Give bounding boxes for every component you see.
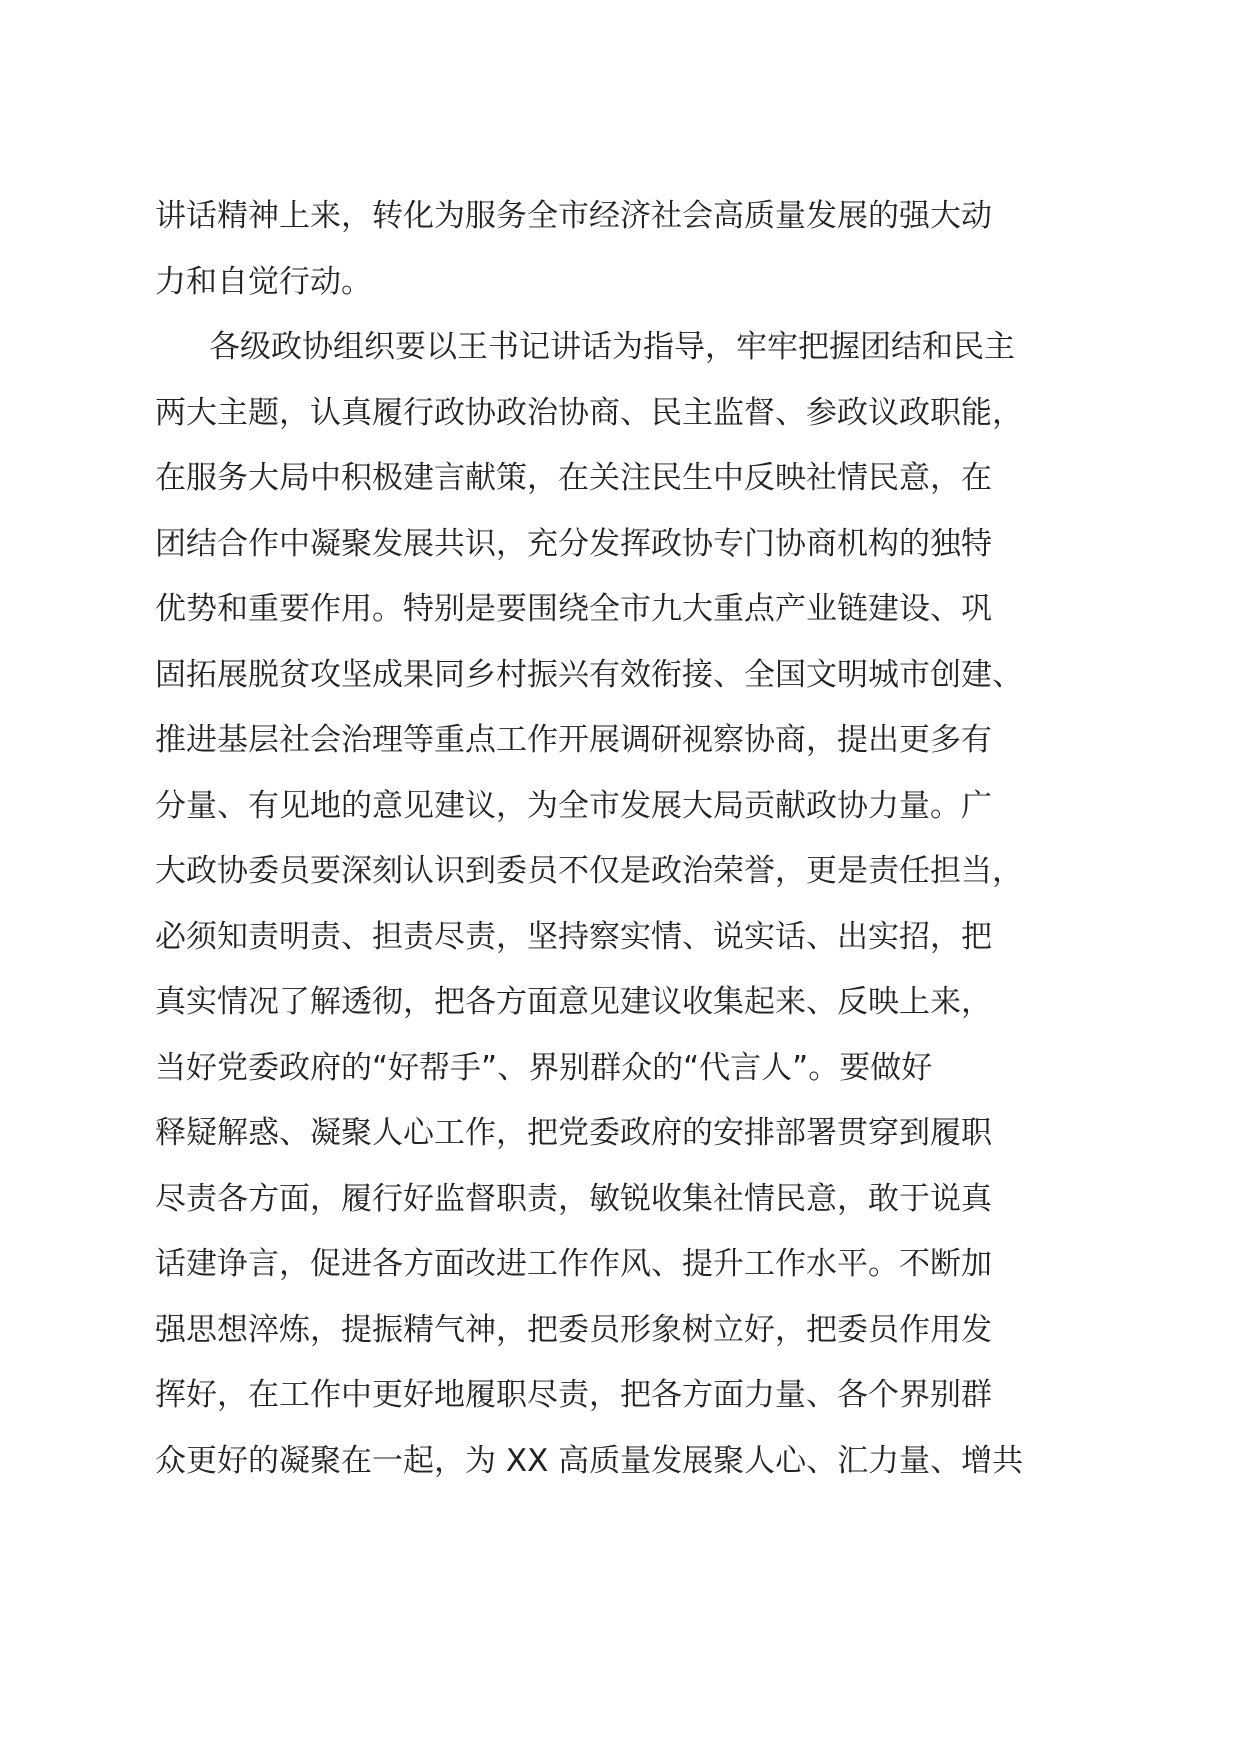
- text-line: 挥好，在工作中更好地履职尽责，把各方面力量、各个界别群: [155, 1377, 992, 1413]
- text-line: 两大主题，认真履行政协政治协商、民主监督、参政议政职能，: [155, 394, 1023, 431]
- text-line: 团结合作中凝聚发展共识，充分发挥政协专门协商机构的独特: [155, 525, 992, 562]
- text-line: 尽责各方面，履行好监督职责，敏锐收集社情民意，敢于说真: [155, 1180, 992, 1217]
- text-line: 当好党委政府的“好帮手”、界别群众的“代言人”。要做好: [155, 1049, 933, 1086]
- text-line: 真实情况了解透彻，把各方面意见建议收集起来、反映上来，: [155, 984, 992, 1020]
- text-line: 优势和重要作用。特别是要围绕全市九大重点产业链建设、巩: [155, 591, 992, 627]
- text-line: 推进基层社会治理等重点工作开展调研视察协商，提出更多有: [155, 722, 992, 758]
- text-line: 固拓展脱贫攻坚成果同乡村振兴有效衔接、全国文明城市创建、: [155, 656, 1023, 693]
- text-line: 讲话精神上来，转化为服务全市经济社会高质量发展的强大动: [155, 198, 992, 234]
- text-line: 众更好的凝聚在一起，为 XX 高质量发展聚人心、汇力量、增共: [155, 1442, 1024, 1479]
- text-line: 力和自觉行动。: [155, 263, 372, 300]
- text-line: 大政协委员要深刻认识到委员不仅是政治荣誉，更是责任担当，: [155, 853, 1023, 889]
- text-line: 话建诤言，促进各方面改进工作作风、提升工作水平。不断加: [155, 1246, 992, 1282]
- text-line: 强思想淬炼，提振精气神，把委员形象树立好，把委员作用发: [155, 1311, 992, 1348]
- text-line: 分量、有见地的意见建议，为全市发展大局贡献政协力量。广: [155, 787, 992, 824]
- text-line: 在服务大局中积极建言献策，在关注民生中反映社情民意，在: [155, 460, 992, 496]
- text-line: 释疑解惑、凝聚人心工作，把党委政府的安排部署贯穿到履职: [155, 1115, 992, 1151]
- body-text: [155, 184, 1095, 1494]
- text-line: 必须知责明责、担责尽责，坚持察实情、说实话、出实招，把: [155, 918, 992, 955]
- paragraph-start-line: 各级政协组织要以王书记讲话为指导，牢牢把握团结和民主: [209, 329, 1015, 365]
